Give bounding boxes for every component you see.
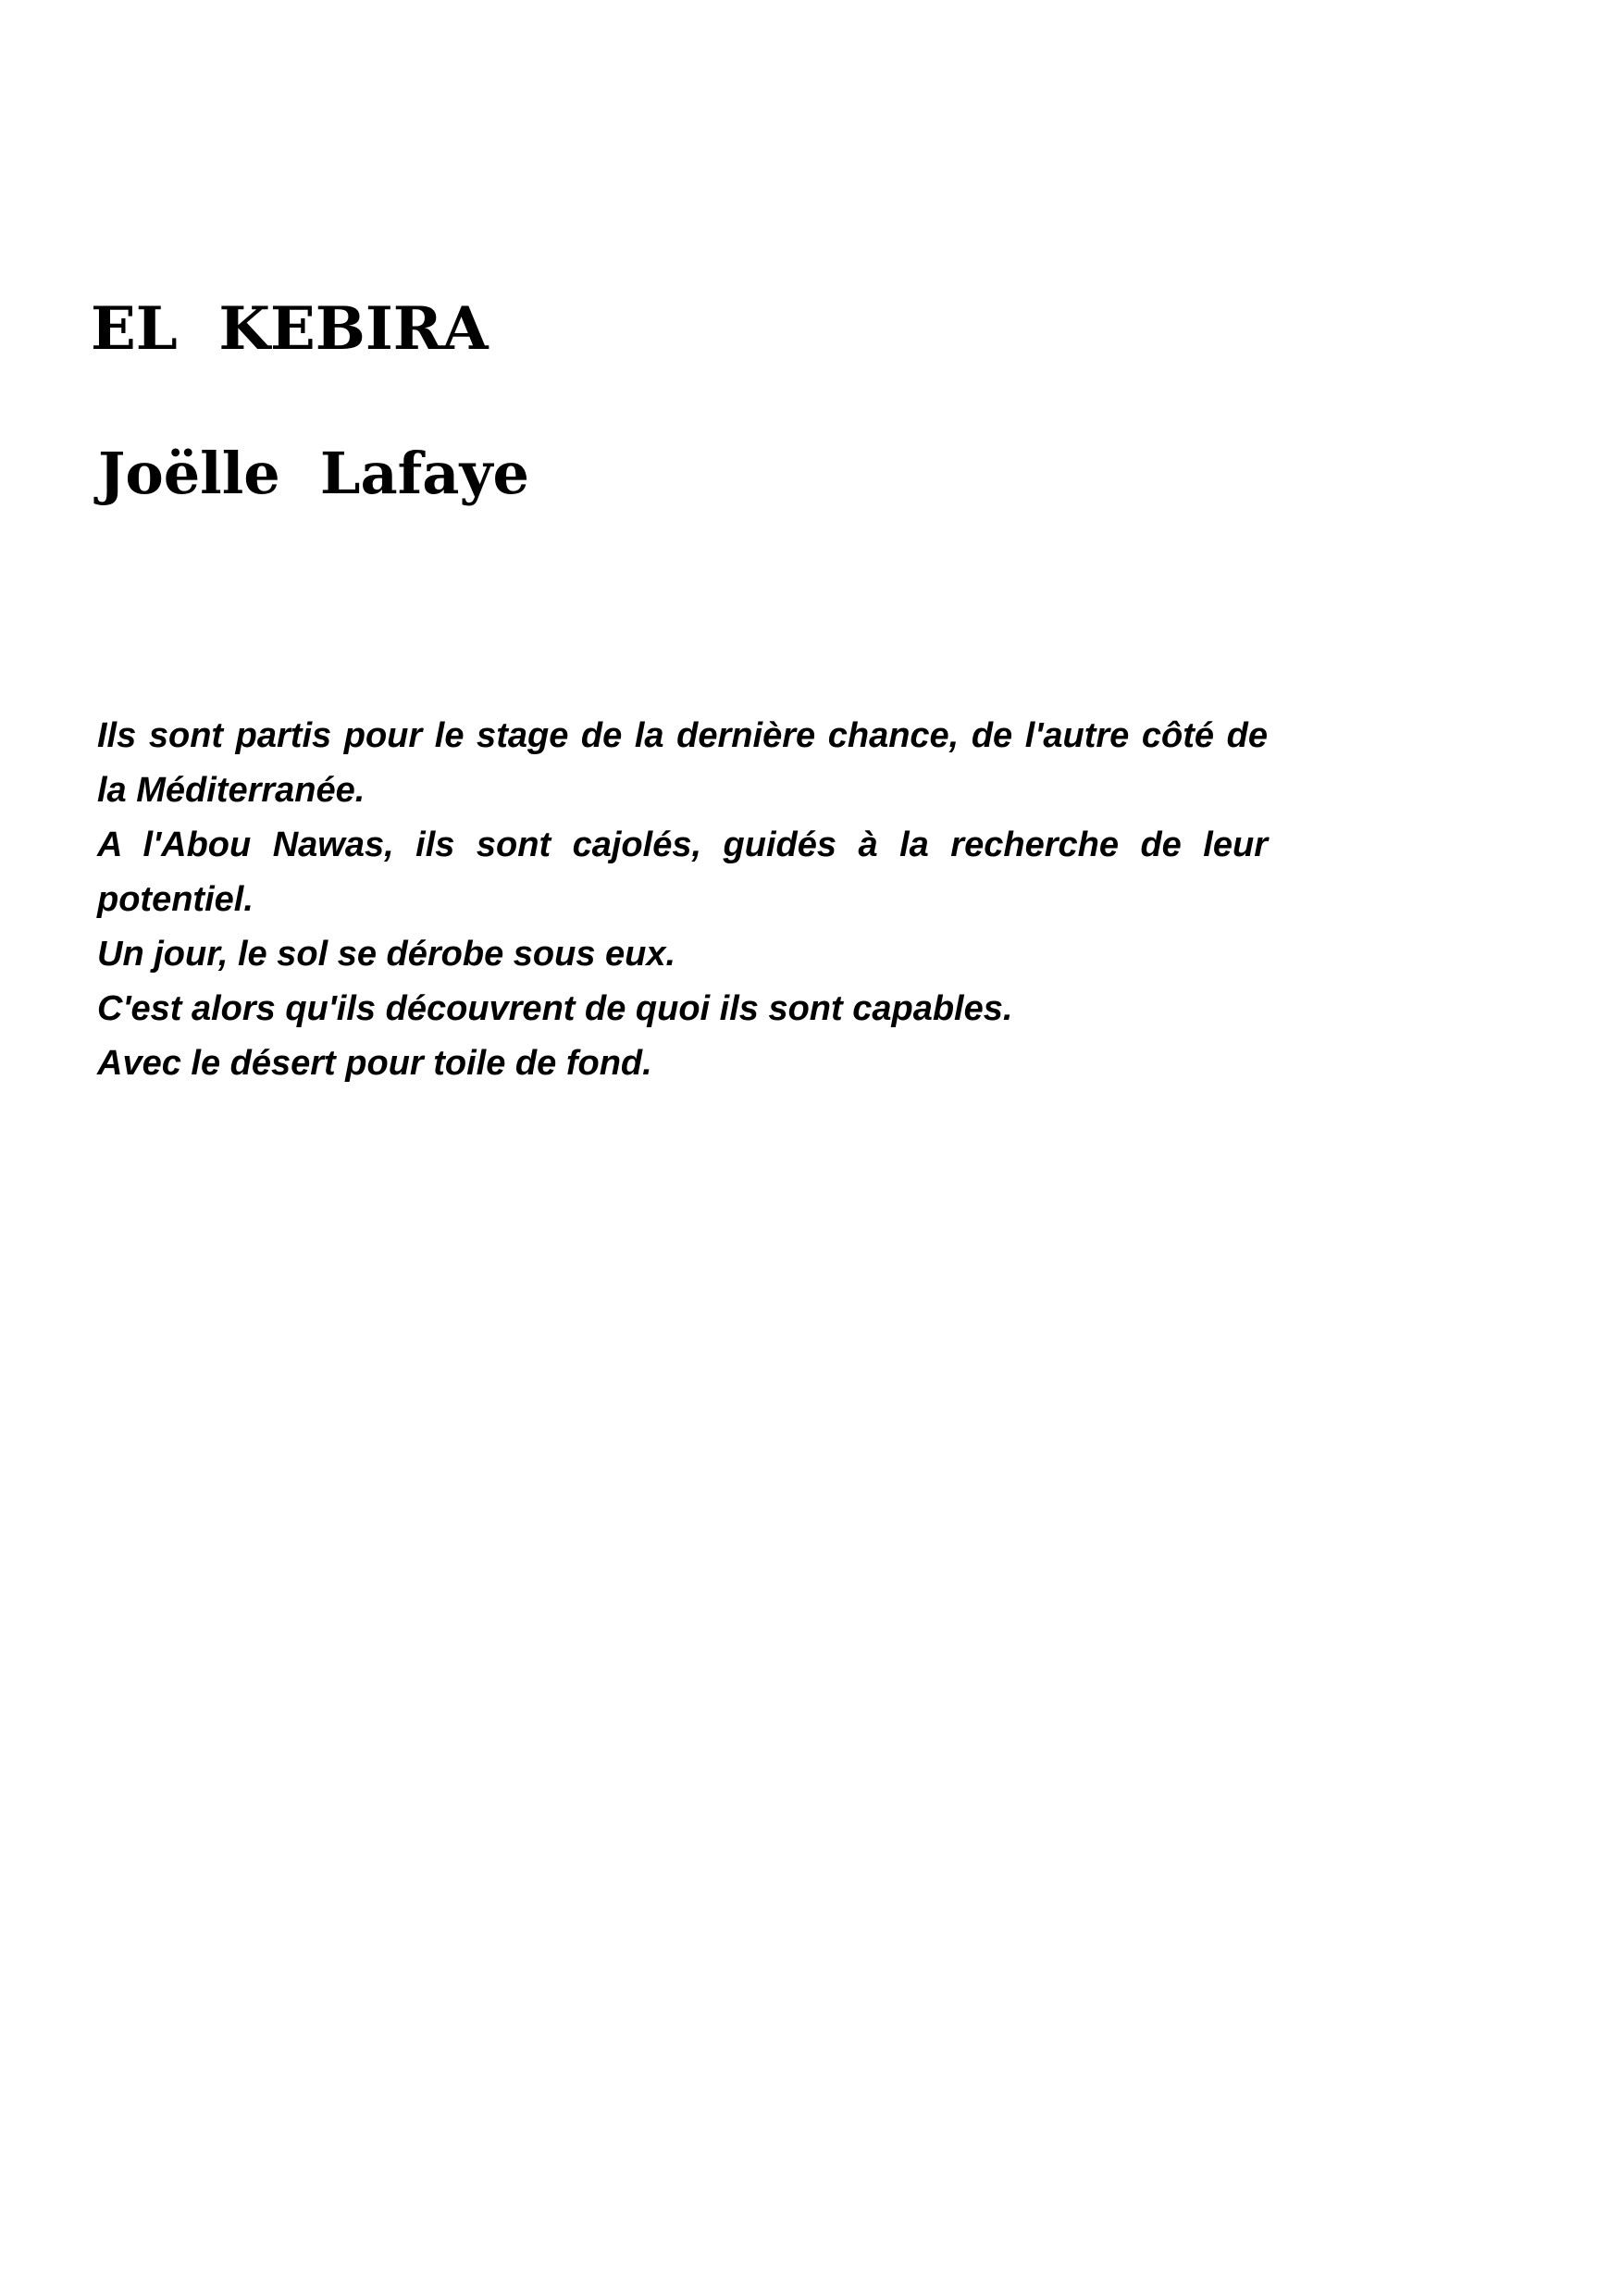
blurb-paragraph: C'est alors qu'ils découvrent de quoi ils sont capables. [97, 989, 1013, 1028]
blurb-paragraph: Avec le désert pour toile de fond. [97, 1044, 652, 1083]
back-cover-blurb [97, 709, 1268, 1091]
blurb-paragraph: Ils sont partis pour le stage de la dernière chance, de l'autre côté de la Méditerranée. [97, 716, 1268, 810]
blurb-paragraph: A l'Abou Nawas, ils sont cajolés, guidés à la recherche de leur potentiel. [97, 825, 1268, 919]
book-title: EL KEBIRA [91, 294, 489, 364]
blurb-paragraph: Un jour, le sol se dérobe sous eux. [97, 935, 676, 974]
author-name: Joëlle Lafaye [98, 440, 529, 507]
